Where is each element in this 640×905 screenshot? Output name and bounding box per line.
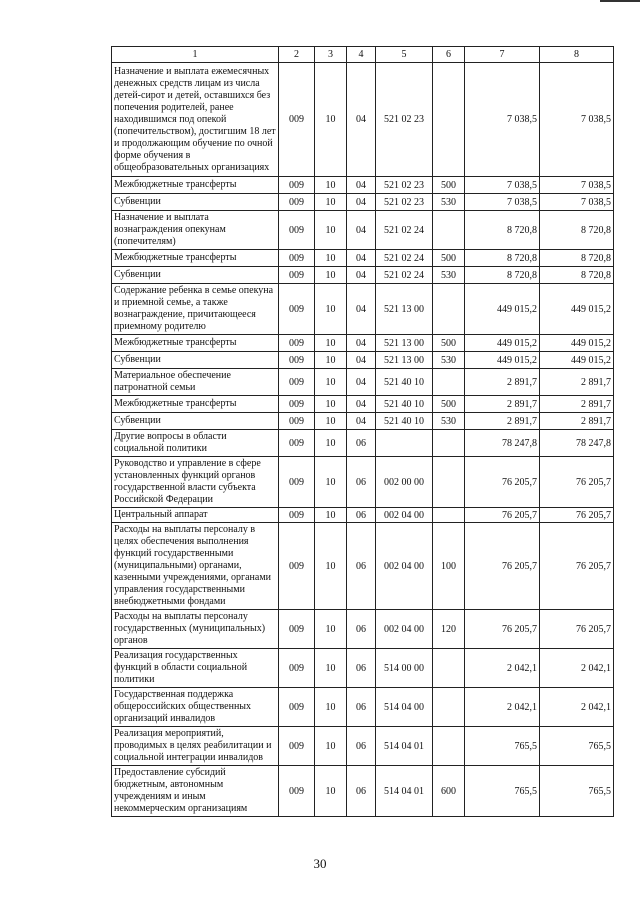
- target-article-cell: 514 04 01: [376, 727, 433, 766]
- table-body: [112, 63, 614, 817]
- amount-cell: 449 015,2: [465, 284, 540, 335]
- table-row: [112, 649, 614, 688]
- subsection-code-cell: 04: [347, 177, 376, 194]
- ministry-code-cell: 009: [279, 523, 315, 610]
- target-article-cell: 002 00 00: [376, 457, 433, 508]
- amount-cell: 449 015,2: [540, 352, 614, 369]
- amount-cell: 76 205,7: [540, 523, 614, 610]
- subsection-code-cell: 06: [347, 727, 376, 766]
- target-article-cell: 521 02 24: [376, 267, 433, 284]
- subsection-code-cell: 06: [347, 688, 376, 727]
- table-header-row: [112, 47, 614, 63]
- row-name-cell: Субвенции: [112, 352, 279, 369]
- ministry-code-cell: 009: [279, 508, 315, 523]
- target-article-cell: 521 02 23: [376, 194, 433, 211]
- expense-type-cell: 500: [433, 396, 465, 413]
- table-row: [112, 727, 614, 766]
- table-row: [112, 610, 614, 649]
- row-name-cell: Реализация государственных функций в области социальной политики: [112, 649, 279, 688]
- section-code-cell: 10: [315, 649, 347, 688]
- amount-cell: 2 042,1: [540, 649, 614, 688]
- amount-cell: 2 042,1: [465, 649, 540, 688]
- row-name-cell: Субвенции: [112, 413, 279, 430]
- row-name-cell: Расходы на выплаты персоналу в целях обеспечения выполнения функций государственными (муниципальными) органами, казенными учреждениями, органами управления государственными внебюджетными фондами: [112, 523, 279, 610]
- amount-cell: 2 891,7: [540, 369, 614, 396]
- amount-cell: 7 038,5: [540, 177, 614, 194]
- ministry-code-cell: 009: [279, 177, 315, 194]
- target-article-cell: 514 04 01: [376, 766, 433, 817]
- amount-cell: 76 205,7: [540, 508, 614, 523]
- row-name-cell: Назначение и выплата вознаграждения опекунам (попечителям): [112, 211, 279, 250]
- target-article-cell: 521 13 00: [376, 284, 433, 335]
- amount-cell: 8 720,8: [540, 267, 614, 284]
- section-code-cell: 10: [315, 688, 347, 727]
- target-article-cell: 521 02 23: [376, 177, 433, 194]
- row-name-cell: Субвенции: [112, 267, 279, 284]
- subsection-code-cell: 06: [347, 508, 376, 523]
- amount-cell: 765,5: [540, 727, 614, 766]
- amount-cell: 2 891,7: [465, 396, 540, 413]
- table-row: [112, 508, 614, 523]
- table-row: [112, 335, 614, 352]
- row-name-cell: Межбюджетные трансферты: [112, 250, 279, 267]
- amount-cell: 76 205,7: [465, 508, 540, 523]
- amount-cell: 449 015,2: [465, 352, 540, 369]
- amount-cell: 76 205,7: [540, 457, 614, 508]
- amount-cell: 765,5: [465, 727, 540, 766]
- ministry-code-cell: 009: [279, 369, 315, 396]
- ministry-code-cell: 009: [279, 396, 315, 413]
- ministry-code-cell: 009: [279, 457, 315, 508]
- section-code-cell: 10: [315, 177, 347, 194]
- expense-type-cell: [433, 430, 465, 457]
- subsection-code-cell: 06: [347, 610, 376, 649]
- expense-type-cell: [433, 211, 465, 250]
- ministry-code-cell: 009: [279, 727, 315, 766]
- section-code-cell: 10: [315, 250, 347, 267]
- expense-type-cell: [433, 688, 465, 727]
- amount-cell: 765,5: [465, 766, 540, 817]
- row-name-cell: Расходы на выплаты персоналу государственных (муниципальных) органов: [112, 610, 279, 649]
- subsection-code-cell: 04: [347, 369, 376, 396]
- expense-type-cell: [433, 369, 465, 396]
- table-row: [112, 688, 614, 727]
- amount-cell: 8 720,8: [540, 211, 614, 250]
- ministry-code-cell: 009: [279, 649, 315, 688]
- table-row: [112, 267, 614, 284]
- expense-type-cell: 530: [433, 194, 465, 211]
- target-article-cell: 521 40 10: [376, 369, 433, 396]
- ministry-code-cell: 009: [279, 250, 315, 267]
- amount-cell: 8 720,8: [465, 211, 540, 250]
- row-name-cell: Межбюджетные трансферты: [112, 177, 279, 194]
- expense-type-cell: 120: [433, 610, 465, 649]
- target-article-cell: 514 04 00: [376, 688, 433, 727]
- table-row: [112, 250, 614, 267]
- expense-type-cell: 530: [433, 267, 465, 284]
- expense-type-cell: 500: [433, 177, 465, 194]
- amount-cell: 7 038,5: [465, 63, 540, 177]
- amount-cell: 7 038,5: [465, 194, 540, 211]
- expense-type-cell: 500: [433, 250, 465, 267]
- top-edge-line: [600, 0, 640, 2]
- row-name-cell: Реализация мероприятий, проводимых в целях реабилитации и социальной интеграции инвалидов: [112, 727, 279, 766]
- subsection-code-cell: 06: [347, 649, 376, 688]
- table-row: [112, 63, 614, 177]
- header-cell: 4: [347, 47, 376, 63]
- amount-cell: 2 891,7: [465, 413, 540, 430]
- target-article-cell: 521 02 24: [376, 250, 433, 267]
- amount-cell: 7 038,5: [465, 177, 540, 194]
- section-code-cell: 10: [315, 396, 347, 413]
- section-code-cell: 10: [315, 369, 347, 396]
- section-code-cell: 10: [315, 430, 347, 457]
- table-row: [112, 352, 614, 369]
- amount-cell: 8 720,8: [465, 250, 540, 267]
- table-row: [112, 413, 614, 430]
- expense-type-cell: 530: [433, 352, 465, 369]
- table-row: [112, 369, 614, 396]
- table-row: [112, 766, 614, 817]
- expense-type-cell: [433, 284, 465, 335]
- expense-type-cell: [433, 63, 465, 177]
- ministry-code-cell: 009: [279, 610, 315, 649]
- amount-cell: 765,5: [540, 766, 614, 817]
- subsection-code-cell: 04: [347, 267, 376, 284]
- section-code-cell: 10: [315, 63, 347, 177]
- amount-cell: 2 042,1: [465, 688, 540, 727]
- header-cell: 7: [465, 47, 540, 63]
- section-code-cell: 10: [315, 335, 347, 352]
- subsection-code-cell: 04: [347, 194, 376, 211]
- row-name-cell: Субвенции: [112, 194, 279, 211]
- row-name-cell: Руководство и управление в сфере установленных функций органов государственной власти субъекта Российской Федерации: [112, 457, 279, 508]
- expense-type-cell: 530: [433, 413, 465, 430]
- section-code-cell: 10: [315, 610, 347, 649]
- target-article-cell: 002 04 00: [376, 508, 433, 523]
- subsection-code-cell: 04: [347, 413, 376, 430]
- row-name-cell: Центральный аппарат: [112, 508, 279, 523]
- table-row: [112, 457, 614, 508]
- target-article-cell: 521 40 10: [376, 413, 433, 430]
- page-number: 30: [313, 856, 327, 871]
- subsection-code-cell: 04: [347, 352, 376, 369]
- amount-cell: 2 891,7: [540, 413, 614, 430]
- row-name-cell: Межбюджетные трансферты: [112, 335, 279, 352]
- ministry-code-cell: 009: [279, 335, 315, 352]
- section-code-cell: 10: [315, 413, 347, 430]
- amount-cell: 76 205,7: [465, 457, 540, 508]
- target-article-cell: 521 02 23: [376, 63, 433, 177]
- table-row: [112, 396, 614, 413]
- subsection-code-cell: 04: [347, 396, 376, 413]
- section-code-cell: 10: [315, 194, 347, 211]
- amount-cell: 78 247,8: [465, 430, 540, 457]
- ministry-code-cell: 009: [279, 766, 315, 817]
- subsection-code-cell: 04: [347, 63, 376, 177]
- ministry-code-cell: 009: [279, 211, 315, 250]
- amount-cell: 76 205,7: [540, 610, 614, 649]
- expense-type-cell: [433, 508, 465, 523]
- row-name-cell: Предоставление субсидий бюджетным, автономным учреждениям и иным некоммерческим организациям: [112, 766, 279, 817]
- section-code-cell: 10: [315, 508, 347, 523]
- amount-cell: 7 038,5: [540, 63, 614, 177]
- header-cell: 2: [279, 47, 315, 63]
- subsection-code-cell: 04: [347, 211, 376, 250]
- ministry-code-cell: 009: [279, 430, 315, 457]
- section-code-cell: 10: [315, 766, 347, 817]
- amount-cell: 7 038,5: [540, 194, 614, 211]
- section-code-cell: 10: [315, 211, 347, 250]
- header-cell: 6: [433, 47, 465, 63]
- target-article-cell: 514 00 00: [376, 649, 433, 688]
- subsection-code-cell: 04: [347, 335, 376, 352]
- amount-cell: 449 015,2: [540, 284, 614, 335]
- expense-type-cell: [433, 457, 465, 508]
- subsection-code-cell: 06: [347, 430, 376, 457]
- row-name-cell: Назначение и выплата ежемесячных денежных средств лицам из числа детей-сирот и детей, оставшихся без попечения родителей, ранее находившимся под опекой (попечительством), достигшим 18 лет и продолжающим обучение по очной форме обучения в общеобразовательных организациях: [112, 63, 279, 177]
- section-code-cell: 10: [315, 523, 347, 610]
- budget-table: [111, 46, 614, 817]
- expense-type-cell: 500: [433, 335, 465, 352]
- target-article-cell: 521 40 10: [376, 396, 433, 413]
- amount-cell: 76 205,7: [465, 610, 540, 649]
- target-article-cell: 002 04 00: [376, 610, 433, 649]
- expense-type-cell: [433, 727, 465, 766]
- amount-cell: 2 891,7: [540, 396, 614, 413]
- target-article-cell: 521 13 00: [376, 352, 433, 369]
- row-name-cell: Государственная поддержка общероссийских общественных организаций инвалидов: [112, 688, 279, 727]
- header-cell: 5: [376, 47, 433, 63]
- row-name-cell: Содержание ребенка в семье опекуна и приемной семье, а также вознаграждение, причитающееся приемному родителю: [112, 284, 279, 335]
- table-row: [112, 177, 614, 194]
- target-article-cell: 002 04 00: [376, 523, 433, 610]
- table-row: [112, 430, 614, 457]
- ministry-code-cell: 009: [279, 284, 315, 335]
- section-code-cell: 10: [315, 457, 347, 508]
- section-code-cell: 10: [315, 352, 347, 369]
- section-code-cell: 10: [315, 284, 347, 335]
- ministry-code-cell: 009: [279, 688, 315, 727]
- amount-cell: 449 015,2: [465, 335, 540, 352]
- table-row: [112, 211, 614, 250]
- section-code-cell: 10: [315, 267, 347, 284]
- subsection-code-cell: 06: [347, 766, 376, 817]
- ministry-code-cell: 009: [279, 63, 315, 177]
- expense-type-cell: [433, 649, 465, 688]
- row-name-cell: Другие вопросы в области социальной политики: [112, 430, 279, 457]
- amount-cell: 2 042,1: [540, 688, 614, 727]
- row-name-cell: Межбюджетные трансферты: [112, 396, 279, 413]
- target-article-cell: [376, 430, 433, 457]
- amount-cell: 8 720,8: [540, 250, 614, 267]
- header-cell: 3: [315, 47, 347, 63]
- target-article-cell: 521 13 00: [376, 335, 433, 352]
- ministry-code-cell: 009: [279, 413, 315, 430]
- ministry-code-cell: 009: [279, 352, 315, 369]
- header-cell: 8: [540, 47, 614, 63]
- subsection-code-cell: 06: [347, 523, 376, 610]
- amount-cell: 78 247,8: [540, 430, 614, 457]
- amount-cell: 2 891,7: [465, 369, 540, 396]
- table-row: [112, 284, 614, 335]
- expense-type-cell: 100: [433, 523, 465, 610]
- ministry-code-cell: 009: [279, 194, 315, 211]
- ministry-code-cell: 009: [279, 267, 315, 284]
- section-code-cell: 10: [315, 727, 347, 766]
- table-row: [112, 523, 614, 610]
- table-row: [112, 194, 614, 211]
- subsection-code-cell: 06: [347, 457, 376, 508]
- target-article-cell: 521 02 24: [376, 211, 433, 250]
- expense-type-cell: 600: [433, 766, 465, 817]
- subsection-code-cell: 04: [347, 250, 376, 267]
- header-cell: 1: [112, 47, 279, 63]
- subsection-code-cell: 04: [347, 284, 376, 335]
- amount-cell: 449 015,2: [540, 335, 614, 352]
- row-name-cell: Материальное обеспечение патронатной семьи: [112, 369, 279, 396]
- amount-cell: 76 205,7: [465, 523, 540, 610]
- amount-cell: 8 720,8: [465, 267, 540, 284]
